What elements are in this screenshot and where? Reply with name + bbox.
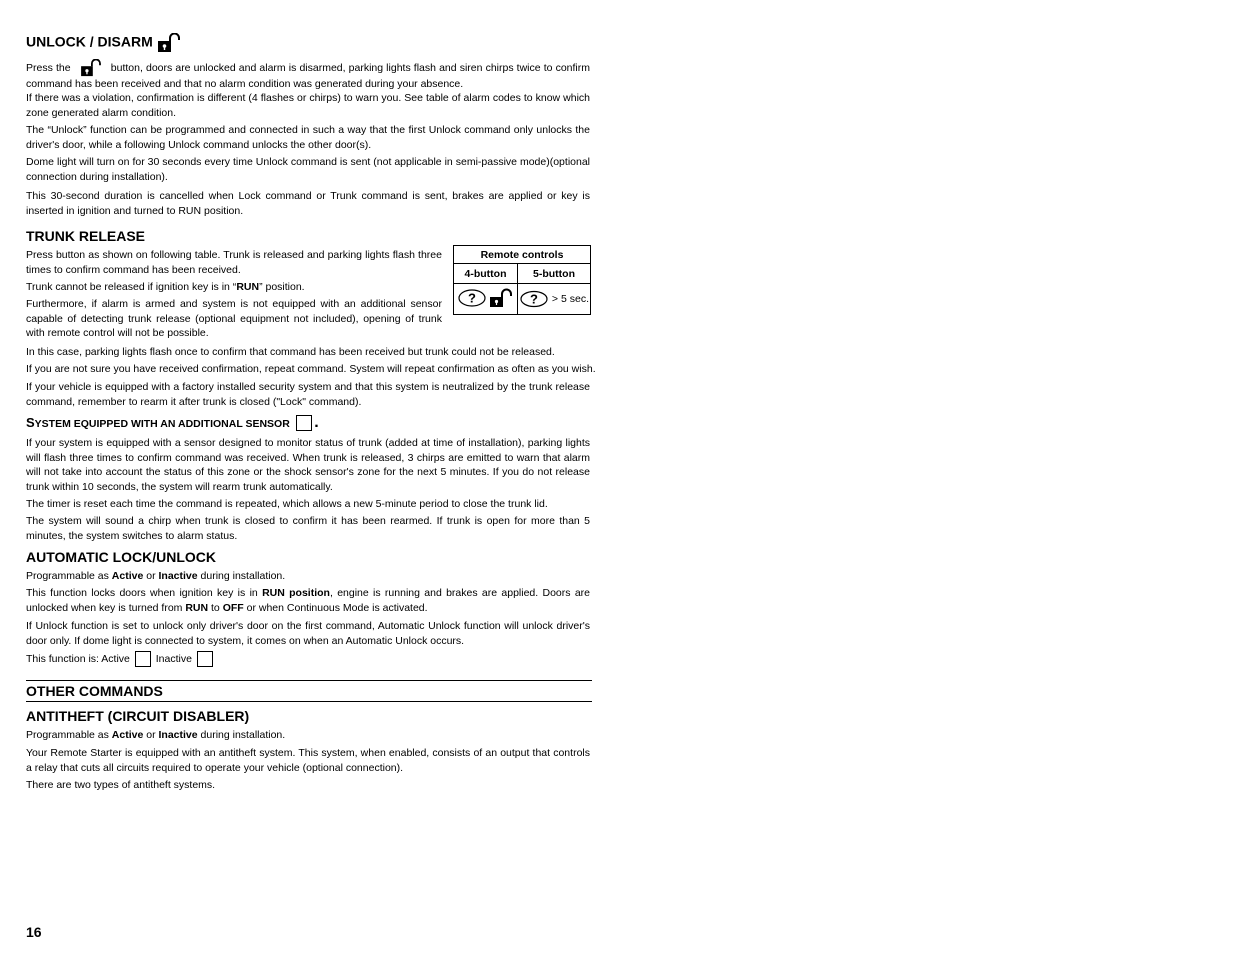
antitheft-paragraph-2: Your Remote Starter is equipped with an antitheft system. This system, when enabled, consists of an output that controls a relay that cuts all circuits required to operate your vehicle (optional connection). bbox=[26, 747, 590, 774]
unlock-paragraph-2: If there was a violation, confirmation is different (4 flashes or chirps) to warn you. See table of alarm codes to know which zone generated alarm condition. bbox=[26, 92, 590, 119]
anti-p1-inactive: Inactive bbox=[158, 729, 198, 741]
auto-p1-post: during installation. bbox=[200, 570, 286, 582]
sensor-checkbox bbox=[296, 415, 312, 431]
unlock-padlock-icon bbox=[157, 33, 181, 53]
divider-bottom bbox=[26, 701, 592, 702]
trunk-p2-run: RUN bbox=[236, 281, 260, 293]
antitheft-paragraph-3: There are two types of antitheft systems. bbox=[26, 779, 216, 791]
sensor-paragraph-1: If your system is equipped with a sensor designed to monitor status of trunk (added at time of installation), parking lights will flash three times to confirm command was received. When trunk is released, 3 chirps are emitted to warn that alarm will not take into account the status of this zone or the shock sensor's zone for the next 5 minutes. If you do not release trunk within 10 seconds, the system will rearm trunk automatically. bbox=[26, 437, 590, 493]
unlock-disarm-title: UNLOCK / DISARM bbox=[26, 33, 153, 50]
trunk-p2-post: ” position. bbox=[259, 281, 305, 293]
unlock-paragraph-5: This 30-second duration is cancelled when Lock command or Trunk command is sent, brakes are applied or key is inserted in ignition and turned to RUN position. bbox=[26, 190, 590, 217]
anti-p1-pre: Programmable as bbox=[26, 729, 109, 741]
four-button-header: 4-button bbox=[454, 264, 518, 284]
five-button-header: 5-button bbox=[518, 264, 591, 284]
five-button-duration: > 5 sec. bbox=[551, 293, 589, 305]
auto-p2-to: to bbox=[211, 601, 220, 614]
antitheft-heading: ANTITHEFT (CIRCUIT DISABLER) bbox=[26, 708, 250, 724]
auto-p4-inactive-label: Inactive bbox=[155, 652, 192, 665]
other-commands-heading: OTHER COMMANDS bbox=[26, 683, 163, 699]
question-button-icon bbox=[519, 290, 549, 308]
auto-p2-off: OFF bbox=[222, 601, 244, 614]
auto-p2-c: , engine is running and brakes are applied. Doors are unlocked when key is turned from bbox=[26, 587, 590, 614]
trunk-paragraph-3: Furthermore, if alarm is armed and system is not equipped with an additional sensor capable of detecting trunk release (optional equipment not included), opening of trunk with remote control will not be possible. bbox=[26, 298, 442, 340]
auto-lock-paragraph-3: If Unlock function is set to unlock only driver's door on the first command, Automatic Unlock function will unlock driver's door only. If dome light is connected to system, it comes on when an Automatic Unlock occurs. bbox=[26, 620, 590, 647]
auto-p2-e: or when Continuous Mode is activated. bbox=[246, 601, 428, 614]
auto-lock-paragraph-1 bbox=[26, 569, 590, 584]
trunk-paragraph-4: In this case, parking lights flash once to confirm that command has been received but trunk could not be released. bbox=[26, 346, 555, 358]
antitheft-paragraph-1 bbox=[26, 728, 590, 743]
sensor-subheading bbox=[26, 414, 319, 432]
svg-text:?: ? bbox=[530, 291, 538, 307]
auto-p2-run-position: RUN position bbox=[262, 587, 330, 599]
auto-lock-heading: AUTOMATIC LOCK/UNLOCK bbox=[26, 549, 217, 565]
auto-lock-paragraph-4 bbox=[26, 651, 590, 667]
svg-text:?: ? bbox=[467, 290, 476, 305]
auto-p2-a: This function locks doors when ignition key is in bbox=[26, 587, 258, 599]
auto-p1-or: or bbox=[146, 570, 156, 582]
anti-p1-active: Active bbox=[111, 729, 144, 741]
remote-controls-table bbox=[453, 245, 591, 315]
sensor-paragraph-3: The system will sound a chirp when trunk is closed to confirm it has been rearmed. If trunk is open for more than 5 minutes, the system switches to alarm status. bbox=[26, 515, 590, 542]
page-number: 16 bbox=[26, 924, 42, 940]
five-button-cell bbox=[518, 284, 591, 315]
unlock-padlock-icon bbox=[78, 59, 104, 77]
sensor-title-rest: YSTEM EQUIPPED WITH AN ADDITIONAL SENSOR bbox=[34, 418, 290, 430]
unlock-p1-pre: Press the bbox=[26, 61, 71, 74]
divider-top bbox=[26, 680, 592, 681]
sensor-title-first: S bbox=[26, 415, 35, 430]
active-checkbox bbox=[135, 651, 151, 667]
auto-p1-active: Active bbox=[111, 570, 144, 582]
anti-p1-or: or bbox=[146, 729, 156, 741]
sensor-title-end: . bbox=[314, 414, 319, 431]
sensor-paragraph-2: The timer is reset each time the command is repeated, which allows a new 5-minute period to close the trunk lid. bbox=[26, 498, 548, 510]
remote-controls-header: Remote controls bbox=[454, 246, 591, 264]
unlock-p1-post: button, doors are unlocked and alarm is disarmed, parking lights flash and siren chirps twice to confirm command has been received and that no alarm condition was generated during your absence. bbox=[26, 61, 590, 90]
trunk-paragraph-2 bbox=[26, 280, 442, 295]
trunk-release-heading: TRUNK RELEASE bbox=[26, 228, 146, 244]
trunk-paragraph-5: If you are not sure you have received confirmation, repeat command. System will repeat confirmation as often as you wish. bbox=[26, 363, 596, 375]
unlock-disarm-heading bbox=[26, 33, 181, 53]
auto-p1-pre: Programmable as bbox=[26, 570, 109, 582]
trunk-paragraph-6: If your vehicle is equipped with a factory installed security system and that this system is neutralized by the trunk release command, remember to rearm it after trunk is closed ("Lock" command). bbox=[26, 381, 590, 408]
four-button-cell bbox=[454, 284, 518, 315]
trunk-p2-pre: Trunk cannot be released if ignition key is in “ bbox=[26, 281, 237, 293]
auto-lock-paragraph-2 bbox=[26, 586, 590, 615]
trunk-paragraph-1: Press button as shown on following table. Trunk is released and parking lights flash three times to confirm command has been received. bbox=[26, 249, 442, 276]
unlock-paragraph-3: The “Unlock” function can be programmed and connected in such a way that the first Unlock command only unlocks the driver's door, while a following Unlock command unlocks the other door(s). bbox=[26, 124, 590, 151]
auto-p1-inactive: Inactive bbox=[158, 570, 198, 582]
unlock-paragraph-4: Dome light will turn on for 30 seconds every time Unlock command is sent (not applicable in semi-passive mode)(optional connection during installation). bbox=[26, 156, 590, 183]
unlock-paragraph-1 bbox=[26, 59, 590, 92]
inactive-checkbox bbox=[197, 651, 213, 667]
anti-p1-post: during installation. bbox=[200, 729, 286, 741]
auto-p2-run: RUN bbox=[185, 601, 209, 614]
question-button-icon bbox=[457, 288, 515, 308]
auto-p4-active-label: This function is: Active bbox=[26, 652, 130, 665]
